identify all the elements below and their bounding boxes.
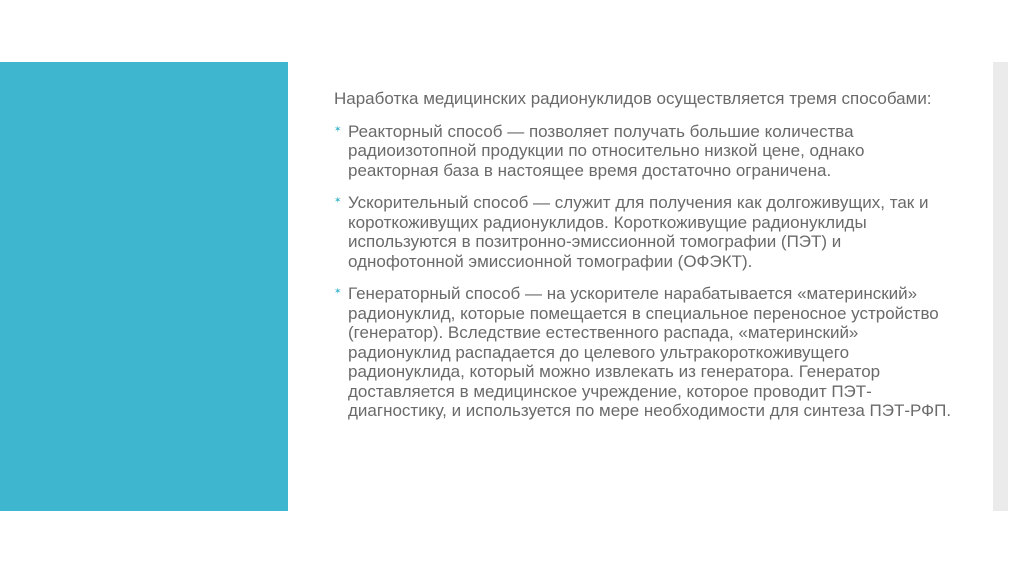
small-star-icon: ✶ [334, 123, 342, 134]
intro-text: Наработка медицинских радионуклидов осуществляется тремя способами: [334, 89, 932, 108]
slide [0, 62, 1024, 511]
bullet-item-reactor [334, 122, 954, 181]
bullet-item-generator [334, 284, 954, 421]
bullet-text: Реакторный способ — позволяет получать большие количества радиоизотопной продукции по относительно низкой цене, однако реакторная база в настоящее время достаточно ограничена. [348, 121, 865, 180]
small-star-icon: ✶ [334, 286, 342, 296]
right-side-strip [993, 62, 1008, 511]
bullet-text: Генераторный способ — на ускорителе нарабатывается «материнский» радионуклид, которые помещается в специальное переносное устройство (генератор). Вследствие естественного распада, «материнский» радионуклид распадается до целевого ультракороткоживущего радионуклида, который можно извлекать из генератора. Генератор доставляется в медицинское учреждение, которое проводит ПЭТ-диагностику, и используется по мере необходимости для синтеза ПЭТ-РФП. [348, 284, 952, 420]
small-star-icon: ✶ [334, 195, 342, 205]
slide-content [334, 89, 954, 434]
bullet-item-accelerator [334, 193, 954, 271]
bullet-list [334, 122, 954, 421]
bullet-text: Ускорительный способ — служит для получения как долгоживущих, так и короткоживущих радионуклидов. Короткоживущие радионуклиды используются в позитронно-эмиссионной томографии (ПЭТ) и однофотонной эмиссионной томографии (ОФЭКТ). [348, 193, 929, 271]
accent-bar [0, 62, 288, 511]
